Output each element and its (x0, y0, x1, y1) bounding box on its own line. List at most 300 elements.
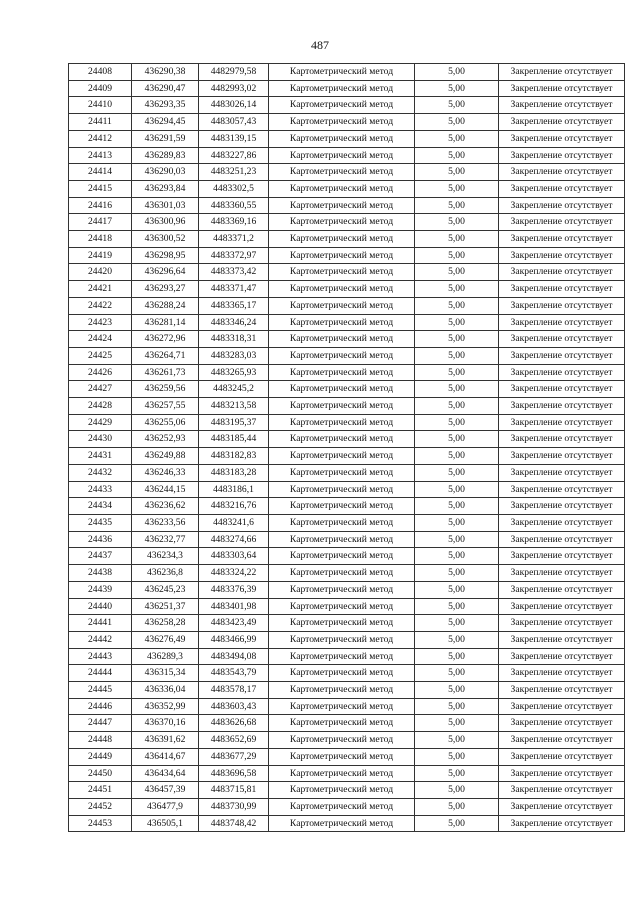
fixation-cell: Закрепление отсутствует (499, 347, 625, 364)
x-coordinate-cell: 436252,93 (132, 431, 199, 448)
y-coordinate-cell: 4482993,02 (199, 80, 269, 97)
table-row (69, 364, 625, 381)
point-number-cell: 24427 (69, 381, 132, 398)
accuracy-cell: 5,00 (415, 164, 499, 181)
table-row (69, 97, 625, 114)
method-cell: Картометрический метод (269, 732, 415, 749)
method-cell: Картометрический метод (269, 164, 415, 181)
y-coordinate-cell: 4483603,43 (199, 698, 269, 715)
method-cell: Картометрический метод (269, 481, 415, 498)
x-coordinate-cell: 436296,64 (132, 264, 199, 281)
point-number-cell: 24413 (69, 147, 132, 164)
accuracy-cell: 5,00 (415, 281, 499, 298)
table-row (69, 698, 625, 715)
x-coordinate-cell: 436457,39 (132, 782, 199, 799)
method-cell: Картометрический метод (269, 548, 415, 565)
fixation-cell: Закрепление отсутствует (499, 815, 625, 832)
accuracy-cell: 5,00 (415, 598, 499, 615)
fixation-cell: Закрепление отсутствует (499, 398, 625, 415)
table-row (69, 682, 625, 699)
x-coordinate-cell: 436289,83 (132, 147, 199, 164)
table-row (69, 398, 625, 415)
point-number-cell: 24420 (69, 264, 132, 281)
method-cell: Картометрический метод (269, 414, 415, 431)
accuracy-cell: 5,00 (415, 514, 499, 531)
x-coordinate-cell: 436272,96 (132, 331, 199, 348)
x-coordinate-cell: 436290,38 (132, 64, 199, 81)
x-coordinate-cell: 436293,35 (132, 97, 199, 114)
x-coordinate-cell: 436236,62 (132, 498, 199, 515)
point-number-cell: 24414 (69, 164, 132, 181)
method-cell: Картометрический метод (269, 64, 415, 81)
y-coordinate-cell: 4483241,6 (199, 514, 269, 531)
y-coordinate-cell: 4483227,86 (199, 147, 269, 164)
accuracy-cell: 5,00 (415, 264, 499, 281)
fixation-cell: Закрепление отсутствует (499, 164, 625, 181)
method-cell: Картометрический метод (269, 798, 415, 815)
accuracy-cell: 5,00 (415, 748, 499, 765)
accuracy-cell: 5,00 (415, 414, 499, 431)
accuracy-cell: 5,00 (415, 180, 499, 197)
method-cell: Картометрический метод (269, 231, 415, 248)
y-coordinate-cell: 4483376,39 (199, 581, 269, 598)
accuracy-cell: 5,00 (415, 682, 499, 699)
fixation-cell: Закрепление отсутствует (499, 80, 625, 97)
accuracy-cell: 5,00 (415, 581, 499, 598)
x-coordinate-cell: 436477,9 (132, 798, 199, 815)
accuracy-cell: 5,00 (415, 130, 499, 147)
accuracy-cell: 5,00 (415, 347, 499, 364)
method-cell: Картометрический метод (269, 782, 415, 799)
y-coordinate-cell: 4483274,66 (199, 531, 269, 548)
fixation-cell: Закрепление отсутствует (499, 231, 625, 248)
fixation-cell: Закрепление отсутствует (499, 531, 625, 548)
method-cell: Картометрический метод (269, 665, 415, 682)
x-coordinate-cell: 436352,99 (132, 698, 199, 715)
table-row (69, 615, 625, 632)
table-row (69, 748, 625, 765)
point-number-cell: 24437 (69, 548, 132, 565)
x-coordinate-cell: 436257,55 (132, 398, 199, 415)
point-number-cell: 24410 (69, 97, 132, 114)
method-cell: Картометрический метод (269, 197, 415, 214)
y-coordinate-cell: 4483216,76 (199, 498, 269, 515)
accuracy-cell: 5,00 (415, 732, 499, 749)
fixation-cell: Закрепление отсутствует (499, 431, 625, 448)
table-body (69, 64, 625, 832)
method-cell: Картометрический метод (269, 815, 415, 832)
y-coordinate-cell: 4482979,58 (199, 64, 269, 81)
x-coordinate-cell: 436300,52 (132, 231, 199, 248)
accuracy-cell: 5,00 (415, 381, 499, 398)
point-number-cell: 24412 (69, 130, 132, 147)
point-number-cell: 24433 (69, 481, 132, 498)
table-row (69, 498, 625, 515)
point-number-cell: 24445 (69, 682, 132, 699)
fixation-cell: Закрепление отсутствует (499, 732, 625, 749)
point-number-cell: 24447 (69, 715, 132, 732)
x-coordinate-cell: 436391,62 (132, 732, 199, 749)
fixation-cell: Закрепление отсутствует (499, 565, 625, 582)
table-row (69, 314, 625, 331)
fixation-cell: Закрепление отсутствует (499, 264, 625, 281)
coordinates-table (68, 63, 625, 832)
table-row (69, 514, 625, 531)
fixation-cell: Закрепление отсутствует (499, 698, 625, 715)
fixation-cell: Закрепление отсутствует (499, 197, 625, 214)
accuracy-cell: 5,00 (415, 231, 499, 248)
point-number-cell: 24430 (69, 431, 132, 448)
y-coordinate-cell: 4483371,47 (199, 281, 269, 298)
method-cell: Картометрический метод (269, 364, 415, 381)
fixation-cell: Закрепление отсутствует (499, 114, 625, 131)
table-row (69, 448, 625, 465)
table-row (69, 565, 625, 582)
point-number-cell: 24425 (69, 347, 132, 364)
y-coordinate-cell: 4483578,17 (199, 682, 269, 699)
y-coordinate-cell: 4483652,69 (199, 732, 269, 749)
point-number-cell: 24422 (69, 297, 132, 314)
x-coordinate-cell: 436244,15 (132, 481, 199, 498)
x-coordinate-cell: 436258,28 (132, 615, 199, 632)
accuracy-cell: 5,00 (415, 80, 499, 97)
accuracy-cell: 5,00 (415, 214, 499, 231)
fixation-cell: Закрепление отсутствует (499, 765, 625, 782)
accuracy-cell: 5,00 (415, 765, 499, 782)
accuracy-cell: 5,00 (415, 631, 499, 648)
accuracy-cell: 5,00 (415, 64, 499, 81)
method-cell: Картометрический метод (269, 581, 415, 598)
point-number-cell: 24428 (69, 398, 132, 415)
y-coordinate-cell: 4483186,1 (199, 481, 269, 498)
y-coordinate-cell: 4483195,37 (199, 414, 269, 431)
point-number-cell: 24435 (69, 514, 132, 531)
y-coordinate-cell: 4483251,23 (199, 164, 269, 181)
y-coordinate-cell: 4483324,22 (199, 565, 269, 582)
table-row (69, 798, 625, 815)
point-number-cell: 24449 (69, 748, 132, 765)
point-number-cell: 24446 (69, 698, 132, 715)
x-coordinate-cell: 436291,59 (132, 130, 199, 147)
y-coordinate-cell: 4483494,08 (199, 648, 269, 665)
table-row (69, 732, 625, 749)
x-coordinate-cell: 436294,45 (132, 114, 199, 131)
table-row (69, 481, 625, 498)
point-number-cell: 24429 (69, 414, 132, 431)
y-coordinate-cell: 4483057,43 (199, 114, 269, 131)
fixation-cell: Закрепление отсутствует (499, 682, 625, 699)
method-cell: Картометрический метод (269, 498, 415, 515)
y-coordinate-cell: 4483748,42 (199, 815, 269, 832)
method-cell: Картометрический метод (269, 281, 415, 298)
table-row (69, 231, 625, 248)
y-coordinate-cell: 4483303,64 (199, 548, 269, 565)
method-cell: Картометрический метод (269, 80, 415, 97)
point-number-cell: 24421 (69, 281, 132, 298)
accuracy-cell: 5,00 (415, 97, 499, 114)
accuracy-cell: 5,00 (415, 565, 499, 582)
fixation-cell: Закрепление отсутствует (499, 581, 625, 598)
x-coordinate-cell: 436434,64 (132, 765, 199, 782)
accuracy-cell: 5,00 (415, 147, 499, 164)
table-row (69, 147, 625, 164)
y-coordinate-cell: 4483371,2 (199, 231, 269, 248)
fixation-cell: Закрепление отсутствует (499, 748, 625, 765)
method-cell: Картометрический метод (269, 531, 415, 548)
method-cell: Картометрический метод (269, 615, 415, 632)
point-number-cell: 24442 (69, 631, 132, 648)
accuracy-cell: 5,00 (415, 297, 499, 314)
y-coordinate-cell: 4483466,99 (199, 631, 269, 648)
method-cell: Картометрический метод (269, 514, 415, 531)
y-coordinate-cell: 4483346,24 (199, 314, 269, 331)
accuracy-cell: 5,00 (415, 364, 499, 381)
point-number-cell: 24441 (69, 615, 132, 632)
point-number-cell: 24438 (69, 565, 132, 582)
fixation-cell: Закрепление отсутствует (499, 782, 625, 799)
x-coordinate-cell: 436234,3 (132, 548, 199, 565)
fixation-cell: Закрепление отсутствует (499, 715, 625, 732)
y-coordinate-cell: 4483715,81 (199, 782, 269, 799)
x-coordinate-cell: 436259,56 (132, 381, 199, 398)
method-cell: Картометрический метод (269, 631, 415, 648)
x-coordinate-cell: 436301,03 (132, 197, 199, 214)
accuracy-cell: 5,00 (415, 448, 499, 465)
method-cell: Картометрический метод (269, 598, 415, 615)
table-row (69, 114, 625, 131)
point-number-cell: 24439 (69, 581, 132, 598)
fixation-cell: Закрепление отсутствует (499, 281, 625, 298)
y-coordinate-cell: 4483182,83 (199, 448, 269, 465)
point-number-cell: 24448 (69, 732, 132, 749)
y-coordinate-cell: 4483369,16 (199, 214, 269, 231)
method-cell: Картометрический метод (269, 114, 415, 131)
y-coordinate-cell: 4483373,42 (199, 264, 269, 281)
table-row (69, 815, 625, 832)
table-row (69, 297, 625, 314)
accuracy-cell: 5,00 (415, 481, 499, 498)
table-row (69, 64, 625, 81)
point-number-cell: 24440 (69, 598, 132, 615)
point-number-cell: 24426 (69, 364, 132, 381)
y-coordinate-cell: 4483365,17 (199, 297, 269, 314)
x-coordinate-cell: 436370,16 (132, 715, 199, 732)
accuracy-cell: 5,00 (415, 247, 499, 264)
x-coordinate-cell: 436288,24 (132, 297, 199, 314)
fixation-cell: Закрепление отсутствует (499, 364, 625, 381)
point-number-cell: 24415 (69, 180, 132, 197)
accuracy-cell: 5,00 (415, 698, 499, 715)
table-row (69, 531, 625, 548)
table-row (69, 631, 625, 648)
x-coordinate-cell: 436261,73 (132, 364, 199, 381)
y-coordinate-cell: 4483213,58 (199, 398, 269, 415)
y-coordinate-cell: 4483139,15 (199, 130, 269, 147)
fixation-cell: Закрепление отсутствует (499, 514, 625, 531)
method-cell: Картометрический метод (269, 648, 415, 665)
table-row (69, 431, 625, 448)
point-number-cell: 24423 (69, 314, 132, 331)
y-coordinate-cell: 4483677,29 (199, 748, 269, 765)
x-coordinate-cell: 436245,23 (132, 581, 199, 598)
method-cell: Картометрический метод (269, 448, 415, 465)
x-coordinate-cell: 436505,1 (132, 815, 199, 832)
point-number-cell: 24409 (69, 80, 132, 97)
method-cell: Картометрический метод (269, 715, 415, 732)
table-row (69, 648, 625, 665)
x-coordinate-cell: 436300,96 (132, 214, 199, 231)
method-cell: Картометрический метод (269, 464, 415, 481)
method-cell: Картометрический метод (269, 381, 415, 398)
point-number-cell: 24424 (69, 331, 132, 348)
point-number-cell: 24450 (69, 765, 132, 782)
point-number-cell: 24453 (69, 815, 132, 832)
x-coordinate-cell: 436232,77 (132, 531, 199, 548)
table-row (69, 80, 625, 97)
fixation-cell: Закрепление отсутствует (499, 548, 625, 565)
y-coordinate-cell: 4483372,97 (199, 247, 269, 264)
point-number-cell: 24434 (69, 498, 132, 515)
y-coordinate-cell: 4483283,03 (199, 347, 269, 364)
y-coordinate-cell: 4483302,5 (199, 180, 269, 197)
x-coordinate-cell: 436264,71 (132, 347, 199, 364)
page-number: 487 (311, 38, 329, 52)
method-cell: Картометрический метод (269, 247, 415, 264)
x-coordinate-cell: 436414,67 (132, 748, 199, 765)
method-cell: Картометрический метод (269, 297, 415, 314)
point-number-cell: 24417 (69, 214, 132, 231)
y-coordinate-cell: 4483423,49 (199, 615, 269, 632)
accuracy-cell: 5,00 (415, 431, 499, 448)
fixation-cell: Закрепление отсутствует (499, 498, 625, 515)
point-number-cell: 24444 (69, 665, 132, 682)
method-cell: Картометрический метод (269, 431, 415, 448)
accuracy-cell: 5,00 (415, 715, 499, 732)
accuracy-cell: 5,00 (415, 197, 499, 214)
table-row (69, 347, 625, 364)
fixation-cell: Закрепление отсутствует (499, 481, 625, 498)
table-row (69, 548, 625, 565)
y-coordinate-cell: 4483360,55 (199, 197, 269, 214)
table-row (69, 414, 625, 431)
fixation-cell: Закрепление отсутствует (499, 615, 625, 632)
point-number-cell: 24431 (69, 448, 132, 465)
fixation-cell: Закрепление отсутствует (499, 331, 625, 348)
fixation-cell: Закрепление отсутствует (499, 448, 625, 465)
table-row (69, 264, 625, 281)
table-row (69, 164, 625, 181)
accuracy-cell: 5,00 (415, 398, 499, 415)
table-row (69, 464, 625, 481)
x-coordinate-cell: 436336,04 (132, 682, 199, 699)
accuracy-cell: 5,00 (415, 114, 499, 131)
accuracy-cell: 5,00 (415, 314, 499, 331)
table-row (69, 782, 625, 799)
table-row (69, 715, 625, 732)
accuracy-cell: 5,00 (415, 615, 499, 632)
accuracy-cell: 5,00 (415, 782, 499, 799)
point-number-cell: 24451 (69, 782, 132, 799)
table-row (69, 281, 625, 298)
x-coordinate-cell: 436290,47 (132, 80, 199, 97)
fixation-cell: Закрепление отсутствует (499, 464, 625, 481)
x-coordinate-cell: 436236,8 (132, 565, 199, 582)
x-coordinate-cell: 436246,33 (132, 464, 199, 481)
table-row (69, 214, 625, 231)
method-cell: Картометрический метод (269, 130, 415, 147)
fixation-cell: Закрепление отсутствует (499, 214, 625, 231)
method-cell: Картометрический метод (269, 682, 415, 699)
table-row (69, 130, 625, 147)
method-cell: Картометрический метод (269, 147, 415, 164)
fixation-cell: Закрепление отсутствует (499, 414, 625, 431)
x-coordinate-cell: 436290,03 (132, 164, 199, 181)
accuracy-cell: 5,00 (415, 548, 499, 565)
method-cell: Картометрический метод (269, 331, 415, 348)
y-coordinate-cell: 4483626,68 (199, 715, 269, 732)
method-cell: Картометрический метод (269, 214, 415, 231)
table-row (69, 381, 625, 398)
fixation-cell: Закрепление отсутствует (499, 631, 625, 648)
table-row (69, 180, 625, 197)
table-row (69, 598, 625, 615)
method-cell: Картометрический метод (269, 97, 415, 114)
y-coordinate-cell: 4483696,58 (199, 765, 269, 782)
fixation-cell: Закрепление отсутствует (499, 297, 625, 314)
table-row (69, 665, 625, 682)
fixation-cell: Закрепление отсутствует (499, 64, 625, 81)
fixation-cell: Закрепление отсутствует (499, 247, 625, 264)
method-cell: Картометрический метод (269, 314, 415, 331)
fixation-cell: Закрепление отсутствует (499, 665, 625, 682)
method-cell: Картометрический метод (269, 765, 415, 782)
x-coordinate-cell: 436281,14 (132, 314, 199, 331)
x-coordinate-cell: 436251,37 (132, 598, 199, 615)
method-cell: Картометрический метод (269, 180, 415, 197)
method-cell: Картометрический метод (269, 698, 415, 715)
accuracy-cell: 5,00 (415, 665, 499, 682)
point-number-cell: 24432 (69, 464, 132, 481)
y-coordinate-cell: 4483026,14 (199, 97, 269, 114)
accuracy-cell: 5,00 (415, 331, 499, 348)
x-coordinate-cell: 436249,88 (132, 448, 199, 465)
fixation-cell: Закрепление отсутствует (499, 314, 625, 331)
accuracy-cell: 5,00 (415, 648, 499, 665)
accuracy-cell: 5,00 (415, 498, 499, 515)
accuracy-cell: 5,00 (415, 531, 499, 548)
y-coordinate-cell: 4483730,99 (199, 798, 269, 815)
point-number-cell: 24418 (69, 231, 132, 248)
table-row (69, 581, 625, 598)
method-cell: Картометрический метод (269, 347, 415, 364)
x-coordinate-cell: 436276,49 (132, 631, 199, 648)
accuracy-cell: 5,00 (415, 815, 499, 832)
point-number-cell: 24452 (69, 798, 132, 815)
y-coordinate-cell: 4483185,44 (199, 431, 269, 448)
x-coordinate-cell: 436315,34 (132, 665, 199, 682)
table-row (69, 331, 625, 348)
fixation-cell: Закрепление отсутствует (499, 798, 625, 815)
accuracy-cell: 5,00 (415, 798, 499, 815)
point-number-cell: 24436 (69, 531, 132, 548)
table-row (69, 197, 625, 214)
fixation-cell: Закрепление отсутствует (499, 180, 625, 197)
x-coordinate-cell: 436298,95 (132, 247, 199, 264)
x-coordinate-cell: 436289,3 (132, 648, 199, 665)
method-cell: Картометрический метод (269, 264, 415, 281)
y-coordinate-cell: 4483183,28 (199, 464, 269, 481)
point-number-cell: 24411 (69, 114, 132, 131)
